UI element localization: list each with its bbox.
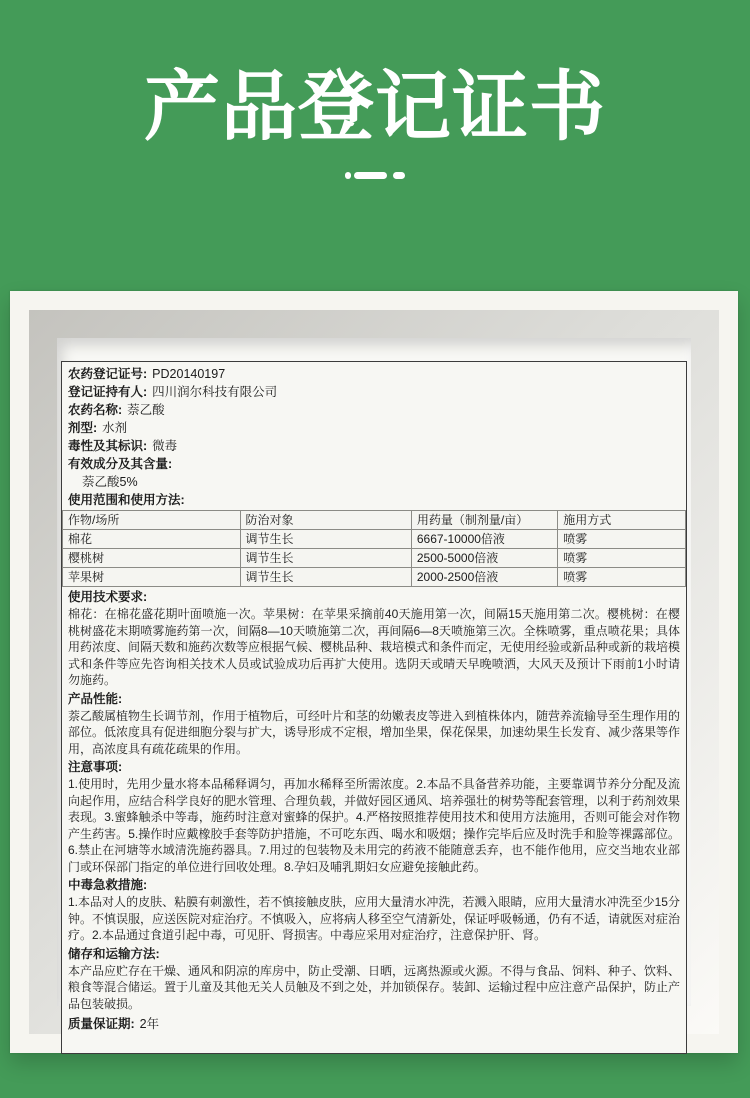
table-cell-target: 调节生长 — [240, 549, 411, 568]
field-label: 剂型: — [68, 421, 98, 435]
table-cell-method: 喷雾 — [558, 530, 686, 549]
field-label: 农药名称: — [68, 403, 123, 417]
section-body: 本产品应贮存在干燥、通风和阴凉的库房中，防止受潮、日晒，远离热源或火源。不得与食品、饲料、种子、饮料、粮食等混合储运。置于儿童及其他无关人员触及不到之处，并加锁保存。装卸、运输过程中应注意产品保护，防止产品包装破损。 — [68, 963, 681, 1011]
usage-table-title — [68, 491, 680, 509]
table-cell-crop: 樱桃树 — [63, 549, 241, 568]
field-label: 有效成分及其含量: — [68, 457, 173, 471]
field-toxicity — [68, 437, 680, 455]
certificate-paper — [57, 338, 691, 1031]
field-value: 微毒 — [152, 439, 178, 453]
field-label: 农药登记证号: — [68, 367, 148, 381]
divider-dot — [345, 172, 351, 179]
field-label: 登记证持有人: — [68, 385, 148, 399]
field-value: 四川润尔科技有限公司 — [152, 385, 278, 399]
field-formulation — [68, 419, 680, 437]
field-certificate-holder — [68, 383, 680, 401]
table-header-crop: 作物/场所 — [63, 511, 241, 530]
table-cell-crop: 苹果树 — [63, 568, 241, 587]
warranty-value: 2年 — [139, 1017, 160, 1031]
table-row — [63, 549, 686, 568]
certificate-content-box — [61, 361, 687, 1054]
table-cell-target: 调节生长 — [240, 530, 411, 549]
usage-table — [62, 510, 686, 587]
section-product-performance — [68, 691, 680, 758]
field-value: 水剂 — [102, 421, 128, 435]
section-heading: 注意事项: — [68, 760, 123, 774]
table-header-method: 施用方式 — [558, 511, 686, 530]
table-header-dose: 用药量（制剂量/亩） — [411, 511, 557, 530]
field-value: 萘乙酸 — [127, 403, 165, 417]
section-heading: 使用技术要求: — [68, 590, 148, 604]
field-label: 毒性及其标识: — [68, 439, 148, 453]
table-cell-dose: 2500-5000倍液 — [411, 549, 557, 568]
section-body: 萘乙酸属植物生长调节剂，作用于植物后，可经叶片和茎的幼嫩表皮等进入到植株体内，随营养流输导至生理作用的部位。低浓度具有促进细胞分裂与扩大，诱导形成不定根，增加坐果，保花保果，加速幼果生长发育、减少落果等作用，高浓度具有疏花疏果的作用。 — [68, 708, 681, 756]
field-value: 萘乙酸5% — [82, 475, 138, 489]
table-cell-target: 调节生长 — [240, 568, 411, 587]
section-storage-transport — [68, 946, 680, 1013]
section-body: 1.使用时，先用少量水将本品稀释调匀，再加水稀释至所需浓度。2.本品不具备营养功能，主要靠调节养分分配及流向起作用，应结合科学良好的肥水管理、合理负载，并做好园区通风、培养强壮的树势等配套管理，以利于药剂效果表现。3.蜜蜂触杀中等毒，施药时注意对蜜蜂的保护。4.严格按照推荐使用技术和使用方法施用，否则可能会对作物产生药害。5.操作时应戴橡胶手套等防护措施，不可吃东西、喝水和吸烟；操作完毕后应及时洗手和脸等裸露部位。6.禁止在河塘等水域清洗施药器具。7.用过的包装物及未用完的药液不能随意丢弃，也不能作他用，应交当地农业部门或环保部门指定的单位进行回收处理。8.孕妇及哺乳期妇女应避免接触此药。 — [68, 777, 681, 874]
field-pesticide-name — [68, 401, 680, 419]
section-body: 棉花：在棉花盛花期叶面喷施一次。苹果树：在苹果采摘前40天施用第一次，间隔15天施用第二次。樱桃树：在樱桃树盛花末期喷雾施药第一次，间隔8—10天喷施第二次，再间隔6—8天喷施第三次。全株喷雾，重点喷花果；具体用药浓度、间隔天数和施药次数等应根据气候、樱桃品种、栽培模式和条件而定，无使用经验或新品种或新的栽培模式和条件等应先咨询相关技术人员或试验成功后再扩大使用。选阴天或晴天早晚喷洒，大风天及预计下雨前1小时请勿施药。 — [68, 607, 681, 687]
section-first-aid — [68, 877, 680, 944]
table-cell-crop: 棉花 — [63, 530, 241, 549]
field-label: 使用范围和使用方法: — [68, 493, 185, 507]
title-divider — [0, 170, 750, 180]
section-precautions — [68, 759, 680, 875]
table-row — [63, 568, 686, 587]
field-active-ingredient-label — [68, 455, 680, 473]
table-header-target: 防治对象 — [240, 511, 411, 530]
divider-dash-short — [393, 172, 405, 179]
table-row — [63, 530, 686, 549]
section-usage-requirements — [68, 589, 680, 689]
table-cell-method: 喷雾 — [558, 549, 686, 568]
section-heading: 储存和运输方法: — [68, 946, 160, 961]
section-heading: 中毒急救措施: — [68, 878, 148, 892]
page-title: 产品登记证书 — [144, 65, 606, 150]
warranty-row — [68, 1015, 680, 1033]
divider-dash-long — [354, 172, 387, 179]
usage-table-header-row — [63, 511, 686, 530]
table-cell-dose: 2000-2500倍液 — [411, 568, 557, 587]
warranty-label: 质量保证期: — [68, 1017, 135, 1031]
frame-mat — [29, 310, 719, 1034]
table-cell-method: 喷雾 — [558, 568, 686, 587]
field-active-ingredient-value — [68, 473, 680, 491]
section-heading: 产品性能: — [68, 691, 123, 706]
field-registration-number — [68, 365, 680, 383]
section-body: 1.本品对人的皮肤、粘膜有刺激性，若不慎接触皮肤，应用大量清水冲洗，若溅入眼睛，应用大量清水冲洗至少15分钟。不慎误服，应送医院对症治疗。不慎吸入，应将病人移至空气清新处，保证呼吸畅通，仍有不适，请就医对症治疗。2.本品通过食道引起中毒，可见肝、肾损害。中毒应采用对症治疗，注意保护肝、肾。 — [68, 895, 681, 942]
certificate-frame — [10, 291, 738, 1053]
table-cell-dose: 6667-10000倍液 — [411, 530, 557, 549]
field-value: PD20140197 — [152, 367, 226, 381]
